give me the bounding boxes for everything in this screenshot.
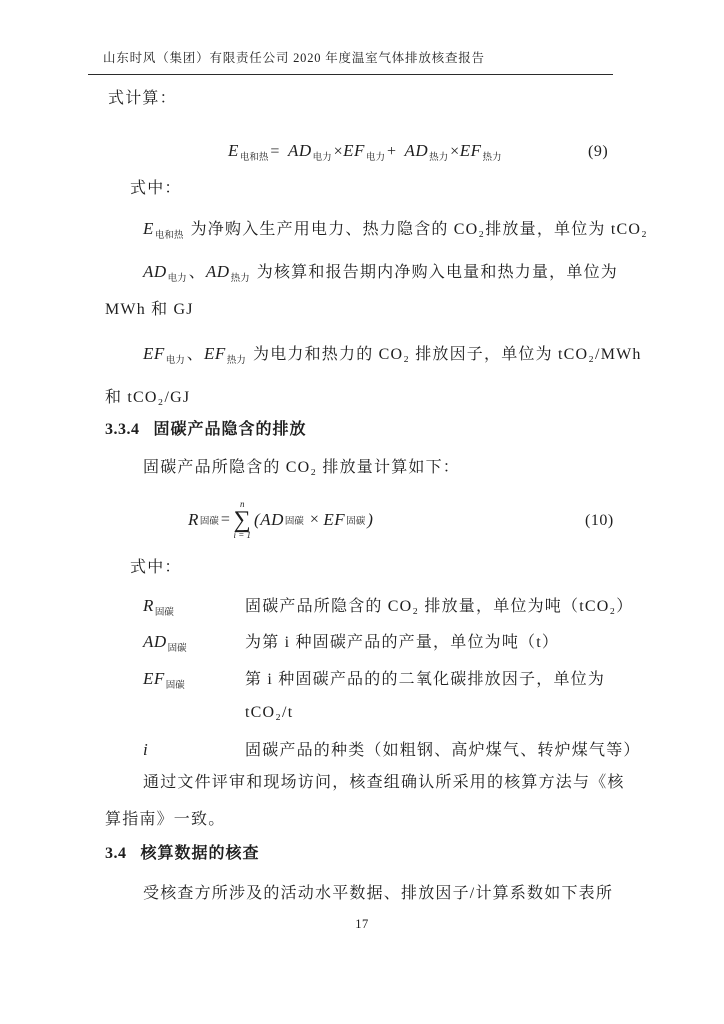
header-rule	[88, 74, 613, 75]
formula9-sub-ad1: 电力	[312, 153, 332, 163]
term-i	[143, 740, 245, 760]
def-ad-sub2: 热力	[230, 274, 250, 284]
term-ef	[143, 669, 245, 691]
sum-upper-limit: n	[239, 498, 245, 509]
formula9-plus: +	[386, 143, 397, 160]
formula9-var-e: E	[228, 141, 239, 160]
def-e-sub: 电和热	[154, 231, 184, 241]
sigma-sum-symbol	[233, 500, 251, 541]
formula9-sub-e: 电和热	[239, 153, 269, 163]
formula10-rparen: )	[367, 510, 374, 529]
def-ef-sep: 、	[186, 346, 204, 363]
formula9-number: (9)	[588, 143, 609, 160]
paragraph-334-intro: 固碳产品所隐含的 CO₂ 排放量计算如下：	[143, 459, 461, 476]
term-row-ef	[143, 666, 605, 691]
page-number: 17	[355, 917, 369, 931]
section-34-title: 核算数据的核查	[140, 845, 260, 862]
formula10-number: (10)	[585, 512, 614, 529]
formula10-times: ×	[309, 511, 320, 528]
formula10-sub-r: 固碳	[199, 517, 219, 527]
formula10-sub-ad: 固碳	[284, 517, 304, 527]
formula-10	[188, 494, 373, 546]
conclusion-line-2: 算指南》一致。	[105, 811, 226, 828]
where-line-1: 式中：	[130, 180, 182, 197]
term-i-var: i	[143, 740, 149, 759]
def-e-var: E	[143, 219, 154, 238]
term-ad-var: AD	[143, 632, 167, 651]
formula10-sub-ef: 固碳	[346, 517, 366, 527]
section-34-number: 3.4	[105, 845, 127, 862]
def-ef-sub1: 电力	[165, 356, 185, 366]
formula9-times1: ×	[333, 143, 344, 160]
intro-line: 式计算：	[108, 90, 177, 107]
section-334-number: 3.3.4	[105, 421, 140, 438]
formula10-var-ad: AD	[260, 510, 284, 529]
formula10-var-ef: EF	[323, 510, 346, 529]
def-ad-var1: AD	[143, 262, 167, 281]
def-ad-var2: AD	[205, 262, 230, 281]
formula9-var-ef1: EF	[343, 141, 365, 160]
conclusion-line-1: 通过文件评审和现场访问，核查组确认所采用的核算方法与《核	[143, 774, 625, 791]
section-334-title: 固碳产品隐含的排放	[153, 421, 307, 438]
term-i-definition: 固碳产品的种类（如粗钢、高炉煤气、转炉煤气等）	[245, 742, 641, 759]
term-r-definition: 固碳产品所隐含的 CO₂ 排放量，单位为吨（tCO₂）	[245, 598, 634, 615]
term-r	[143, 596, 245, 618]
def-ef-sub2: 热力	[226, 356, 246, 366]
section-heading-34	[105, 843, 260, 865]
formula9-var-ad2: AD	[404, 141, 429, 160]
term-ef-sub: 固碳	[165, 681, 185, 691]
section-heading-334	[105, 419, 307, 441]
final-paragraph-line: 受核查方所涉及的活动水平数据、排放因子/计算系数如下表所	[143, 885, 614, 902]
formula10-var-r: R	[188, 510, 199, 529]
term-ef-var: EF	[143, 669, 165, 688]
def-e-text: 为净购入生产用电力、热力隐含的 CO₂排放量，单位为 tCO₂	[190, 221, 648, 238]
term-ad-sub: 固碳	[167, 644, 187, 654]
definition-ad	[143, 261, 618, 290]
term-ad-definition: 为第 i 种固碳产品的产量，单位为吨（t）	[245, 634, 560, 651]
def-ef-text: 为电力和热力的 CO₂ 排放因子，单位为 tCO₂/MWh	[253, 346, 642, 363]
term-r-sub: 固碳	[154, 608, 174, 618]
formula9-sub-ef2: 热力	[482, 153, 502, 163]
def-ef-var2: EF	[204, 344, 226, 363]
formula10-lparen: (	[254, 510, 261, 529]
term-ad	[143, 632, 245, 654]
definition-ef-continuation: 和 tCO₂/GJ	[105, 389, 191, 406]
formula9-sub-ef1: 电力	[365, 153, 385, 163]
def-ef-var1: EF	[143, 344, 165, 363]
where-line-2: 式中：	[130, 559, 182, 576]
definition-ef	[143, 343, 642, 372]
formula9-times2: ×	[450, 143, 460, 160]
def-ad-text: 为核算和报告期内净购入电量和热力量，单位为	[256, 264, 618, 281]
def-ad-sep: 、	[188, 264, 206, 281]
term-ef-definition: 第 i 种固碳产品的的二氧化碳排放因子，单位为	[245, 671, 606, 688]
def-ad-sub1: 电力	[167, 274, 187, 284]
term-row-ad	[143, 629, 559, 654]
formula10-eq: =	[220, 511, 231, 528]
sigma-icon: ∑	[233, 506, 251, 533]
term-ef-definition-continuation: tCO₂/t	[245, 704, 294, 721]
formula9-var-ad1: AD	[287, 141, 312, 160]
sum-lower-limit: i = 1	[233, 530, 252, 541]
formula9-eq: =	[270, 143, 280, 160]
term-r-var: R	[143, 596, 154, 615]
formula9-var-ef2: EF	[459, 141, 482, 160]
term-row-i	[143, 737, 641, 760]
page-header: 山东时风（集团）有限责任公司 2020 年度温室气体排放核查报告	[103, 51, 485, 65]
formula9-sub-ad2: 热力	[429, 153, 449, 163]
definition-e	[143, 218, 648, 247]
term-row-r	[143, 593, 633, 618]
definition-ad-continuation: MWh 和 GJ	[105, 301, 194, 318]
formula-9	[228, 141, 504, 163]
